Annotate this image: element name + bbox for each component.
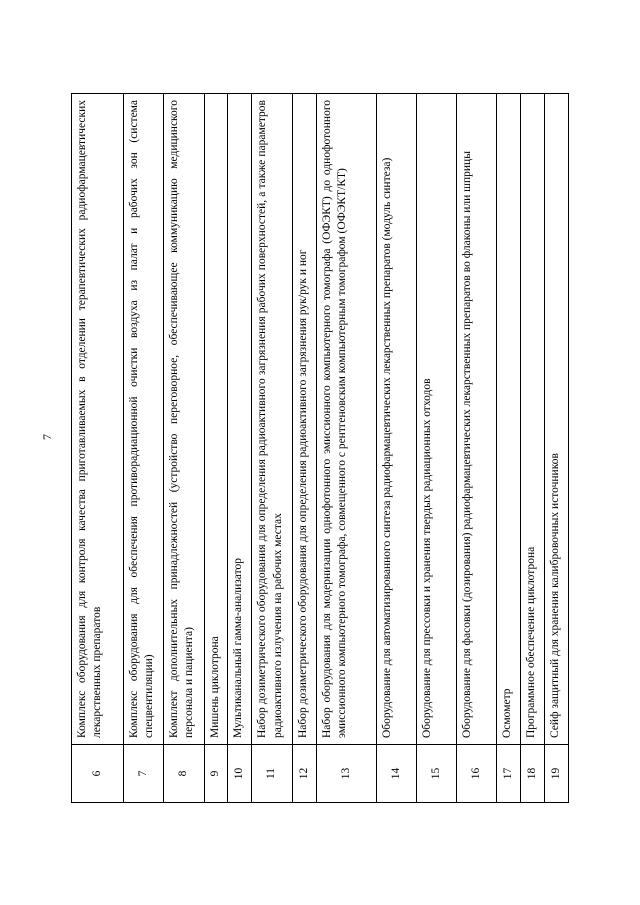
row-number: 14 xyxy=(376,744,416,802)
table-row xyxy=(456,93,496,802)
equipment-name: Сейф защитный для хранения калибровочных источников xyxy=(544,93,568,744)
row-number: 8 xyxy=(163,744,203,802)
table-row xyxy=(496,93,520,802)
equipment-name: Мишень циклотрона xyxy=(204,93,228,744)
table-row xyxy=(123,93,163,802)
equipment-name: Комплекс оборудования для контроля качества приготавливаемых в отделении терапевтических радиофармацевтических лекарственных препаратов xyxy=(71,93,123,744)
row-number: 17 xyxy=(496,744,520,802)
equipment-name: Осмометр xyxy=(496,93,520,744)
equipment-name: Набор дозиметрического оборудования для определения радиоактивного загрязнения рабочих поверхностей, а также параметров радиоактивного излучения на рабочих местах xyxy=(251,93,291,744)
row-number: 6 xyxy=(71,744,123,802)
row-number: 12 xyxy=(292,744,316,802)
row-number: 13 xyxy=(316,744,376,802)
page-number: 7 xyxy=(40,434,54,440)
table-row xyxy=(316,93,376,802)
table-row xyxy=(227,93,251,802)
row-number: 16 xyxy=(456,744,496,802)
row-number: 10 xyxy=(227,744,251,802)
table-row xyxy=(544,93,568,802)
equipment-name: Набор оборудования для модернизации однофотонного эмиссионного компьютерного томографа (ОФЭКТ) до однофотонного эмиссионного компьютерного томографа, совмещенного с рентгеновским компьютерным томографом (ОФЭКТ/КТ) xyxy=(316,93,376,744)
row-number: 7 xyxy=(123,744,163,802)
row-number: 18 xyxy=(520,744,544,802)
equipment-name: Набор дозиметрического оборудования для определения радиоактивного загрязнения рук/рук и ног xyxy=(292,93,316,744)
equipment-table-rotated xyxy=(71,93,569,803)
equipment-name: Программное обеспечение циклотрона xyxy=(520,93,544,744)
row-number: 9 xyxy=(204,744,228,802)
equipment-name: Оборудование для прессовки и хранения твердых радиационных отходов xyxy=(416,93,456,744)
table-row xyxy=(376,93,416,802)
table-row xyxy=(163,93,203,802)
equipment-name: Мультиканальный гамма-анализатор xyxy=(227,93,251,744)
row-number: 15 xyxy=(416,744,456,802)
row-number: 11 xyxy=(251,744,291,802)
equipment-name: Оборудование для фасовки (дозирования) радиофармацевтических лекарственных препаратов во флаконы или шприцы xyxy=(456,93,496,744)
equipment-name: Комплекс оборудования для обеспечения противорадиационной очистки воздуха из палат и рабочих зон (система спецвентиляции) xyxy=(123,93,163,744)
table-row xyxy=(520,93,544,802)
equipment-table xyxy=(71,93,569,803)
table-row xyxy=(71,93,123,802)
row-number: 19 xyxy=(544,744,568,802)
table-row xyxy=(251,93,291,802)
table-row xyxy=(416,93,456,802)
table-row xyxy=(204,93,228,802)
equipment-name: Комплект дополнительных принадлежностей (устройство переговорное, обеспечивающее коммуникацию медицинского персонала и пациента) xyxy=(163,93,203,744)
equipment-name: Оборудование для автоматизированного синтеза радиофармацевтических лекарственных препаратов (модуль синтеза) xyxy=(376,93,416,744)
table-row xyxy=(292,93,316,802)
